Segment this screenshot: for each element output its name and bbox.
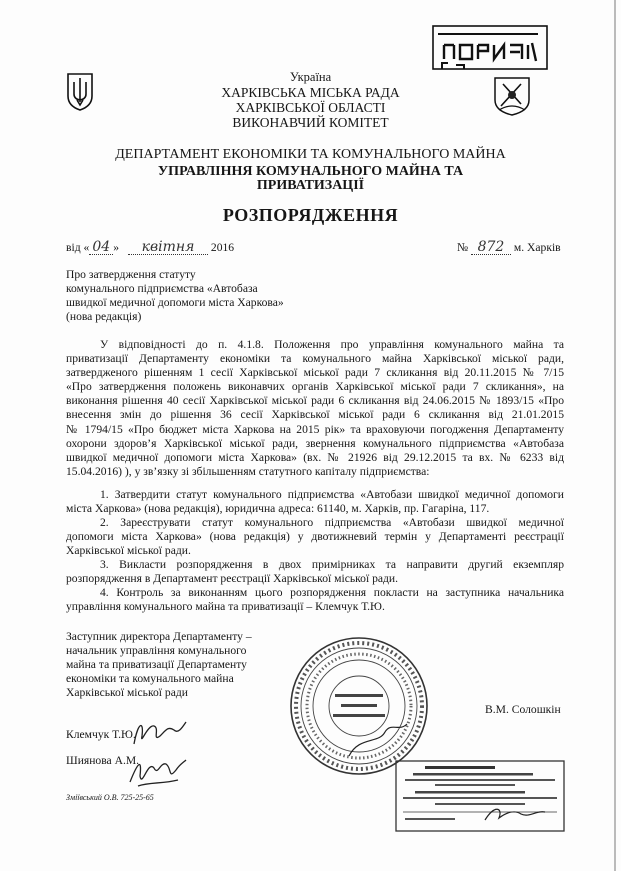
preamble-line: швидкої медичної допомоги міста Харкова» (вх. № 21926 від 29.12.2015 та вх. № 6233 від	[66, 450, 564, 464]
preamble-line: охорони здоров’я Харківської міської ради, звернення комунального підприємства «Автобаза	[66, 436, 564, 450]
document-type-title: РОЗПОРЯДЖЕННЯ	[222, 205, 399, 225]
item-line: 3. Викласти розпорядження в двох примірниках та направити другий екземпляр	[100, 558, 564, 571]
subject-block	[66, 268, 284, 324]
signatory-name: В.М. Солошкін	[485, 703, 561, 716]
preamble-line: № 1794/15 «Про бюджет міста Харкова на 2015 рік» та враховуючи погодження Департаменту	[66, 422, 564, 436]
council-line2: ХАРКІВСЬКОЇ ОБЛАСТІ	[235, 100, 386, 115]
date-line	[66, 240, 234, 255]
preamble-line: виконання рішення 40 сесії Харківської міської ради 6 скликання від 24.06.2015 № 1893/15 «Про	[66, 394, 564, 408]
item-line: міста Харкова» (нова редакція), юридична адреса: 61140, м. Харків, пр. Гагаріна, 117.	[66, 502, 490, 516]
subject-line: (нова редакція)	[66, 310, 142, 323]
signatory-title-line: економіки та комунального майна	[66, 672, 234, 685]
signatory-title-line: майна та приватизації Департаменту	[66, 658, 247, 671]
verified-stamp	[395, 760, 565, 832]
preamble-line: затвердженого рішенням 1 сесії Харківської міської ради 7 скликання від 20.11.2015 № 7/15	[66, 366, 564, 380]
subject-line: швидкої медичної допомоги міста Харкова»	[66, 296, 284, 309]
item-line: допомоги міста Харкова» (нова редакція) у двотижневий термін у Департаменті реєстрації	[66, 530, 564, 544]
preamble-line: приватизації Департаменту економіки та комунального майна Харківської міської ради,	[66, 352, 564, 366]
signature-klemchuk	[130, 716, 190, 752]
signatory-title	[66, 630, 252, 700]
approval-name: Клемчук Т.Ю.	[66, 728, 136, 741]
item-2	[66, 516, 564, 558]
executor-line: Зміївський О.В. 725-25-65	[66, 793, 154, 802]
item-1	[66, 488, 564, 516]
official-round-seal	[289, 636, 429, 776]
preamble-line: внесення змін до рішення 36 сесії Харківської міської ради 6 скликання від 21.01.2015	[66, 408, 564, 422]
number-line	[457, 240, 561, 255]
city: м. Харків	[513, 241, 561, 254]
item-line: 4. Контроль за виконанням цього розпорядження покласти на заступника начальника	[100, 586, 564, 599]
item-line: Харківської міської ради.	[66, 544, 191, 558]
date-year: 2016	[210, 241, 235, 254]
signatory-title-line: Харківської міської ради	[66, 686, 188, 699]
council-line1: ХАРКІВСЬКА МІСЬКА РАДА	[221, 85, 400, 100]
copy-stamp	[432, 25, 548, 70]
preamble-paragraph	[66, 338, 564, 479]
number-prefix: №	[457, 241, 469, 254]
signature-shyianova	[128, 752, 188, 792]
management-line1: УПРАВЛІННЯ КОМУНАЛЬНОГО МАЙНА ТА	[157, 164, 464, 179]
date-prefix: від «	[66, 241, 90, 254]
approval-name: Шиянова А.М.	[66, 754, 140, 767]
signatory-title-line: начальник управління комунального	[66, 644, 247, 657]
date-month: квітня	[128, 240, 208, 255]
preamble-line: 15.04.2016) ), у зв’язку зі збільшенням статутного капіталу підприємства:	[66, 464, 430, 478]
preamble-line: У відповідності до п. 4.1.8. Положення про управління комунального майна та	[100, 338, 564, 351]
preamble-line: «Про затвердження положень виконавчих органів Харківської міської ради 7 скликання», на	[66, 380, 564, 394]
scan-edge	[614, 0, 616, 871]
item-4	[66, 586, 564, 614]
council-line3: ВИКОНАВЧИЙ КОМІТЕТ	[232, 115, 389, 130]
item-line: управління комунального майна та приватизації – Клемчук Т.Ю.	[66, 600, 385, 614]
item-3	[66, 558, 564, 586]
country-name: Україна	[289, 70, 332, 84]
item-line: розпорядження в Департамент реєстрації Харківської міської ради.	[66, 572, 399, 586]
date-mid: »	[113, 241, 120, 254]
signatory-title-line: Заступник директора Департаменту –	[66, 630, 252, 643]
item-line: 2. Зареєструвати статут комунального підприємства «Автобази швидкої медичної	[100, 516, 564, 529]
subject-line: Про затвердження статуту	[66, 268, 196, 281]
management-line2: ПРИВАТИЗАЦІЇ	[256, 178, 365, 193]
item-line: 1. Затвердити статут комунального підприємства «Автобази швидкої медичної допомоги	[100, 488, 564, 501]
date-day: 04	[89, 240, 113, 255]
subject-line: комунального підприємства «Автобаза	[66, 282, 258, 295]
number-value: 872	[471, 240, 511, 255]
department-name: ДЕПАРТАМЕНТ ЕКОНОМІКИ ТА КОМУНАЛЬНОГО МАЙНА	[115, 147, 506, 162]
